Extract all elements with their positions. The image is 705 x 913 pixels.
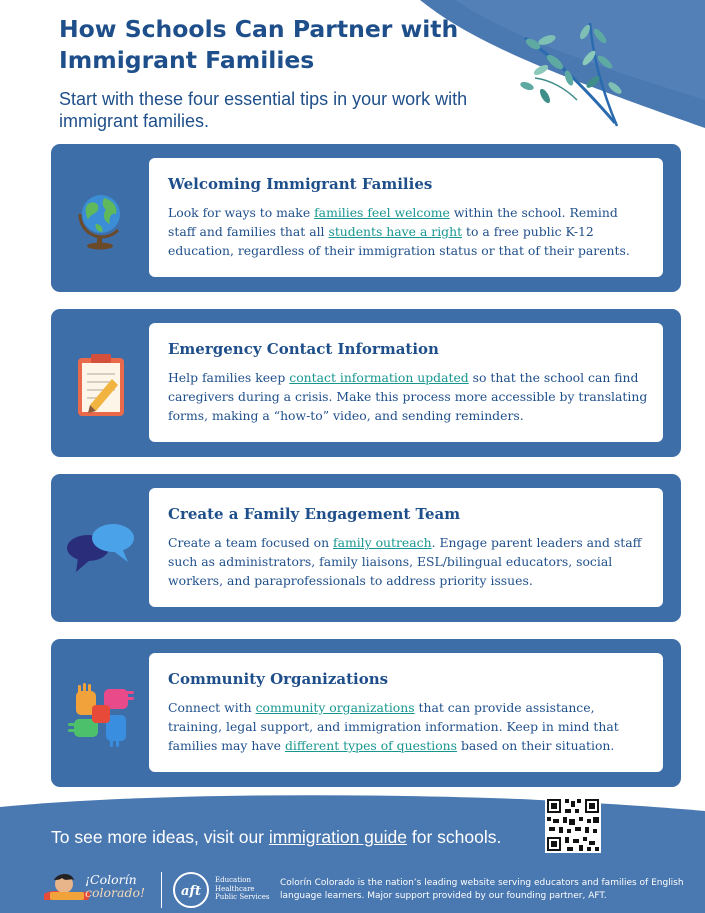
body-text: based on their situation. <box>457 738 615 753</box>
card-title: Community Organizations <box>168 670 389 688</box>
globe-icon <box>66 184 136 254</box>
body-text: Look for ways to make <box>168 205 315 220</box>
qr-code-icon[interactable] <box>545 797 601 853</box>
card-body <box>168 533 648 590</box>
body-text: . Engage parent leaders and staff such as administrators, family liaisons, ESL/bilingual educators, social workers, and paraprofessionals to address priority issues. <box>168 535 642 588</box>
card-title: Create a Family Engagement Team <box>168 505 461 523</box>
body-text: within the school. Remind staff and families that all <box>168 205 618 239</box>
tip-card-community-orgs <box>51 639 681 787</box>
card-body <box>168 368 648 425</box>
different-types-of-questions-link[interactable]: different types of questions <box>284 738 458 753</box>
family-outreach-link[interactable]: family outreach <box>333 535 432 550</box>
students-have-a-right-link[interactable]: students have a right <box>328 224 463 239</box>
aft-tagline <box>215 876 269 902</box>
wordmark-line: colorado! <box>85 885 146 900</box>
aft-tagline-line: Education <box>215 876 251 884</box>
cta-text: for schools. <box>407 827 502 847</box>
footer-call-to-action <box>51 827 501 848</box>
body-text: Create a team focused on <box>168 535 333 550</box>
body-text: Help families keep <box>168 370 290 385</box>
body-text: that can provide assistance, training, legal support, and immigration information. Keep in mind that families may have <box>168 700 619 753</box>
aft-tagline-line: Public Services <box>215 893 270 901</box>
immigration-guide-link[interactable]: immigration guide <box>268 827 407 847</box>
page-subtitle: Start with these four essential tips in your work with immigrant families. <box>59 89 468 131</box>
colorin-colorado-wordmark <box>85 873 145 899</box>
body-text: Connect with <box>168 700 256 715</box>
contact-information-updated-link[interactable]: contact information updated <box>289 370 469 385</box>
svg-text:aft: aft <box>180 884 202 899</box>
tip-card-engagement-team <box>51 474 681 622</box>
tip-card-content <box>149 323 663 442</box>
tip-card-welcoming <box>51 144 681 292</box>
aft-tagline-line: Healthcare <box>215 884 255 893</box>
wordmark-line: ¡Colorín <box>85 872 137 887</box>
body-text: so that the school can find caregivers during a crisis. Make this process more accessible by translating forms, making a “how-to” video, and sending reminders. <box>168 370 648 423</box>
families-feel-welcome-link[interactable]: families feel welcome <box>314 205 450 220</box>
logo-divider <box>161 872 162 908</box>
card-title: Emergency Contact Information <box>168 340 439 358</box>
tip-card-content <box>149 158 663 277</box>
helping-hands-icon <box>66 679 136 749</box>
footer-note: Colorín Colorado is the nation’s leading website serving educators and families of English language learners. Major support provided by our founding partner, AFT. <box>280 878 684 901</box>
cta-text: To see more ideas, visit our <box>51 827 269 847</box>
aft-logo <box>172 871 210 909</box>
body-text: to a free public K-12 education, regardless of their immigration status or that of their parents. <box>168 224 630 258</box>
page-title: How Schools Can Partner with Immigrant Families <box>59 15 459 74</box>
clipboard-icon <box>66 349 136 419</box>
tip-card-emergency-contact <box>51 309 681 457</box>
community-organizations-link[interactable]: community organizations <box>255 700 415 715</box>
leaf-sprig-icon <box>505 18 640 128</box>
card-body <box>168 203 648 260</box>
card-body <box>168 698 648 755</box>
tip-card-content <box>149 653 663 772</box>
speech-bubbles-icon <box>66 514 136 584</box>
card-title: Welcoming Immigrant Families <box>168 175 433 193</box>
tip-card-content <box>149 488 663 607</box>
